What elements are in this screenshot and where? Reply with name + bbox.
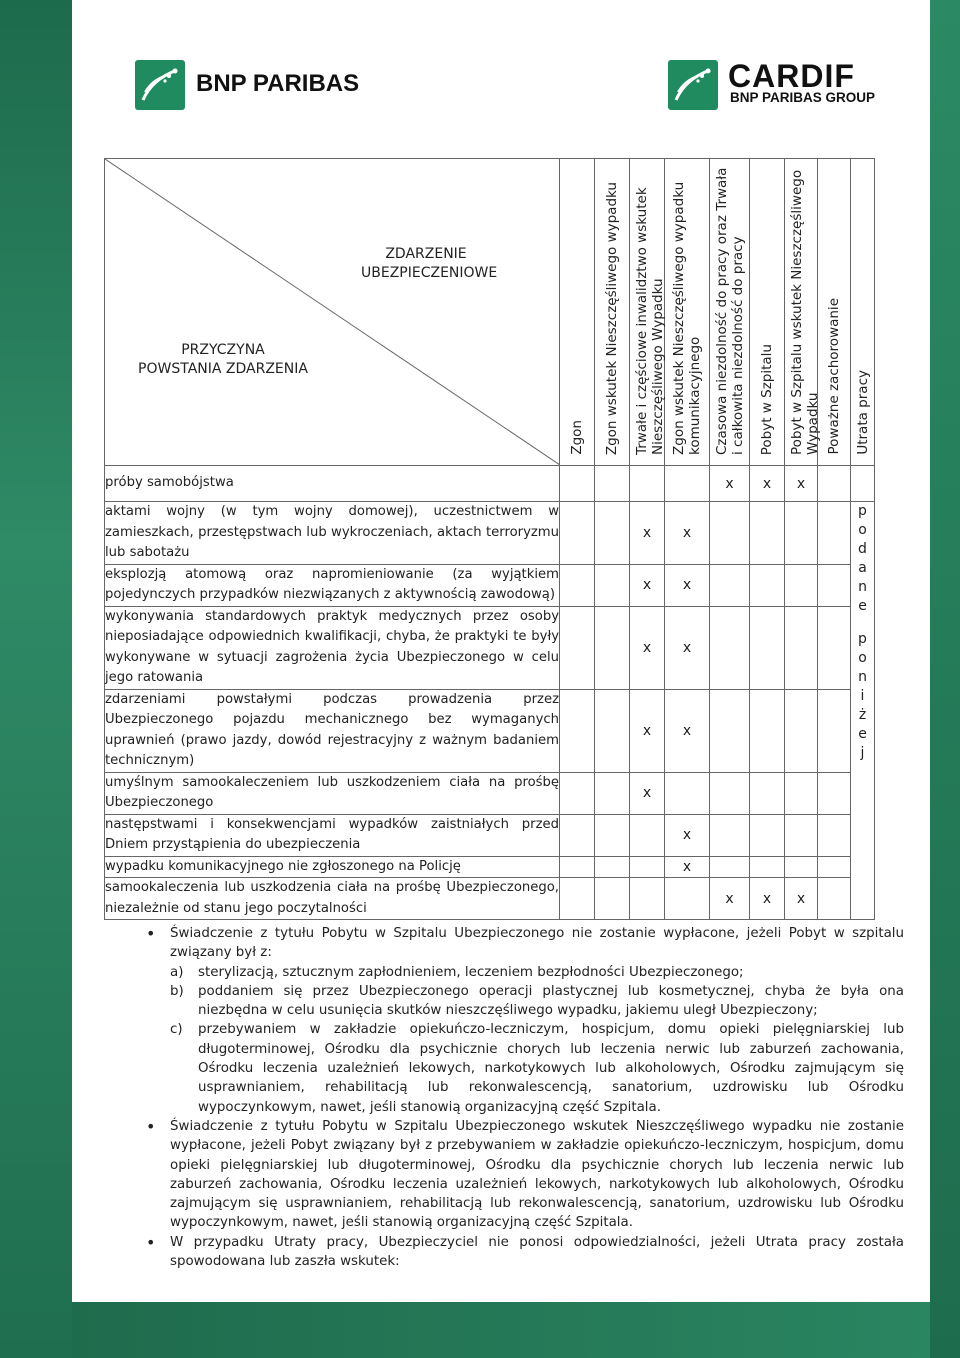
mark-cell	[560, 606, 595, 689]
mark-cell	[630, 466, 665, 502]
mark-cell	[750, 814, 785, 856]
column-header	[750, 159, 785, 466]
mark-cell	[710, 856, 750, 878]
mark-cell	[750, 856, 785, 878]
table-row	[105, 878, 875, 920]
mark-cell	[710, 689, 750, 772]
header-cause-label: PRZYCZYNA POWSTANIA ZDARZENIA	[138, 342, 308, 377]
header-insured-event-label: ZDARZENIE UBEZPIECZENIOWE	[361, 246, 498, 281]
mark-cell: x	[750, 878, 785, 920]
hospital-exclusions-list	[170, 963, 904, 1117]
see-below-letter: e	[858, 598, 867, 614]
mark-cell	[710, 772, 750, 814]
list-item-text: przebywaniem w zakładzie opiekuńczo-leczniczym, hospicjum, domu opieki pielęgniarskiej lub długoterminowej, Ośrodku dla psychicznie chorych lub leczenia nerwic lub zaburzeń zachowania, Ośrodku leczenia uzależnień lekowych, narkotykowych lub alkoholowych, Ośrodku zajmującym się usprawnianiem, rehabilitacją lub rekonwalescencją, sanatorium, uzdrowisku lub Ośrodku wypoczynkowym, nawet, jeśli stanowią organizacyjną część Szpitala.	[198, 1022, 904, 1115]
list-item-label: c)	[170, 1022, 183, 1038]
table-row	[105, 606, 875, 689]
column-header	[595, 159, 630, 466]
column-header-label: Czasowa niezdolność do pracy oraz Trwała i całkowita niezdolność do pracy	[714, 167, 746, 455]
exclusions-table	[104, 158, 875, 920]
list-item	[170, 963, 904, 982]
see-below-letter: n	[858, 669, 867, 685]
mark-cell	[595, 564, 630, 606]
mark-cell: x	[665, 689, 710, 772]
see-below-letter: a	[858, 560, 867, 576]
see-below-letter: e	[858, 726, 867, 742]
mark-cell	[785, 772, 818, 814]
mark-cell	[818, 878, 851, 920]
list-item	[170, 1020, 904, 1116]
mark-cell: x	[630, 606, 665, 689]
mark-cell: x	[785, 878, 818, 920]
mark-cell: x	[665, 502, 710, 565]
table-row	[105, 689, 875, 772]
mark-cell	[750, 606, 785, 689]
column-header	[818, 159, 851, 466]
cardif-wordmark: CARDIF	[728, 58, 855, 94]
mark-cell	[710, 606, 750, 689]
list-item-text: poddaniem się przez Ubezpieczonego operacji plastycznej lub kosmetycznej, chyba że była ona niezbędna w celu usunięcia skutków nieszczęśliwego wypadku, jakiemu uległ Ubezpieczony;	[198, 983, 904, 1019]
mark-cell: x	[710, 878, 750, 920]
mark-cell	[818, 502, 851, 565]
see-below-letter: p	[858, 631, 867, 647]
see-below-letter: p	[858, 503, 867, 519]
list-item	[170, 982, 904, 1021]
mark-cell: x	[750, 466, 785, 502]
mark-cell	[665, 772, 710, 814]
mark-cell	[630, 814, 665, 856]
mark-cell	[785, 502, 818, 565]
mark-cell	[560, 772, 595, 814]
mark-cell	[818, 772, 851, 814]
cardif-group-subtitle: BNP PARIBAS GROUP	[730, 90, 876, 105]
mark-cell	[818, 689, 851, 772]
mark-cell	[851, 466, 875, 502]
see-below-gap	[851, 616, 874, 630]
mark-cell	[595, 502, 630, 565]
mark-cell	[750, 502, 785, 565]
exclusion-notes	[146, 924, 904, 1271]
mark-cell: x	[665, 564, 710, 606]
cause-cell: wykonywania standardowych praktyk medycznych przez osoby nieposiadające odpowiednich kwalifikacji, chyba, że praktyki te były wykonywane w sytuacji zagrożenia życia Ubezpieczonego w celu jego ratowania	[105, 606, 560, 689]
mark-cell: x	[710, 466, 750, 502]
mark-cell	[560, 814, 595, 856]
note-hospital-stay	[146, 924, 904, 1117]
cause-cell: eksplozją atomową oraz napromieniowanie (za wyjątkiem pojedynczych przypadków niezwiązanych z aktywnością zawodową)	[105, 564, 560, 606]
cardif-logo-icon	[668, 60, 718, 110]
mark-cell	[818, 606, 851, 689]
mark-cell: x	[630, 564, 665, 606]
table-row	[105, 466, 875, 502]
mark-cell	[560, 466, 595, 502]
mark-cell	[595, 689, 630, 772]
see-below-letter: n	[858, 579, 867, 595]
column-header	[851, 159, 875, 466]
see-below-letter: j	[860, 745, 865, 761]
table-row	[105, 564, 875, 606]
mark-cell	[710, 814, 750, 856]
mark-cell	[818, 466, 851, 502]
mark-cell	[560, 689, 595, 772]
mark-cell	[785, 856, 818, 878]
note-hospital-accident: • Świadczenie z tytułu Pobytu w Szpitalu Ubezpieczonego wskutek Nieszczęśliwego wypadku nie zostanie wypłacone, jeżeli Pobyt związany był z przebywaniem w zakładzie opiekuńczo-leczniczym, hospicjum, domu opieki pielęgniarskiej lub długoterminowej, Ośrodku dla psychicznie chorych lub leczenia nerwic lub zaburzeń zachowania, Ośrodku leczenia uzależnień lekowych, narkotykowych lub alkoholowych, Ośrodku zajmującym się usprawnianiem, rehabilitacją lub rekonwalescencją, sanatorium, uzdrowisku lub Ośrodku wypoczynkowym, nawet, jeśli stanowią organizacyjną część Szpitala.	[146, 1117, 904, 1233]
mark-cell	[710, 564, 750, 606]
bnp-paribas-wordmark: BNP PARIBAS	[196, 70, 360, 97]
column-header-label: Zgon wskutek Nieszczęśliwego wypadku komunikacyjnego	[671, 181, 703, 455]
column-header	[560, 159, 595, 466]
mark-cell: x	[665, 814, 710, 856]
list-item-text: sterylizacją, sztucznym zapłodnieniem, leczeniem bezpłodności Ubezpieczonego;	[198, 964, 744, 980]
mark-cell	[750, 564, 785, 606]
see-below-letter: ż	[858, 707, 867, 723]
column-header	[785, 159, 821, 466]
mark-cell	[630, 856, 665, 878]
list-item-label: b)	[170, 983, 184, 999]
list-item-label: a)	[170, 964, 184, 980]
mark-cell	[595, 466, 630, 502]
mark-cell	[818, 564, 851, 606]
mark-cell	[560, 502, 595, 565]
mark-cell	[595, 856, 630, 878]
mark-cell: x	[665, 606, 710, 689]
mark-cell: x	[665, 856, 710, 878]
note-hospital-stay-intro: Świadczenie z tytułu Pobytu w Szpitalu Ubezpieczonego nie zostanie wypłacone, jeżeli Pobyt w szpitalu związany był z:	[170, 926, 904, 961]
mark-cell	[595, 606, 630, 689]
column-header	[630, 159, 665, 466]
cause-cell: zdarzeniami powstałymi podczas prowadzenia przez Ubezpieczonego pojazdu mechanicznego bez wymaganych uprawnień (prawo jazdy, dowód rejestracyjny z ważnym badaniem technicznym)	[105, 689, 560, 772]
mark-cell	[785, 564, 818, 606]
mark-cell	[818, 814, 851, 856]
table-row	[105, 856, 875, 878]
mark-cell	[665, 878, 710, 920]
see-below-letter: i	[860, 688, 865, 704]
mark-cell: x	[785, 466, 818, 502]
mark-cell	[595, 814, 630, 856]
mark-cell: x	[630, 502, 665, 565]
background-green-right	[930, 0, 960, 1358]
mark-cell	[785, 606, 818, 689]
table-header-row	[105, 159, 875, 466]
column-header-label: Pobyt w Szpitalu wskutek Nieszczęśliwego Wypadku	[789, 169, 821, 455]
mark-cell	[785, 689, 818, 772]
cause-cell: próby samobójstwa	[105, 466, 560, 502]
table-corner-cell	[105, 159, 560, 466]
mark-cell	[560, 878, 595, 920]
mark-cell	[595, 772, 630, 814]
cause-cell: samookaleczenia lub uszkodzenia ciała na prośbę Ubezpieczonego, niezależnie od stanu jego poczytalności	[105, 878, 560, 920]
mark-cell	[665, 466, 710, 502]
column-header-label: Pobyt w Szpitalu	[759, 343, 775, 455]
mark-cell	[710, 502, 750, 565]
column-header-label: Zgon wskutek Nieszczęśliwego wypadku	[604, 181, 620, 455]
note-job-loss: • W przypadku Utraty pracy, Ubezpieczyciel nie ponosi odpowiedzialności, jeżeli Utrata pracy została spowodowana lub zaszła wskutek:	[146, 1233, 904, 1272]
see-below-note-cell	[851, 502, 875, 920]
mark-cell: x	[630, 689, 665, 772]
table-row	[105, 814, 875, 856]
background-green-bottom	[72, 1302, 930, 1358]
mark-cell	[560, 856, 595, 878]
table-row	[105, 772, 875, 814]
mark-cell	[750, 689, 785, 772]
mark-cell	[785, 814, 818, 856]
see-below-letter: d	[858, 541, 867, 557]
mark-cell	[750, 772, 785, 814]
cause-cell: wypadku komunikacyjnego nie zgłoszonego na Policję	[105, 856, 560, 878]
column-header-label: Trwałe i częściowe inwalidztwo wskutek Nieszczęśliwego Wypadku	[634, 187, 666, 455]
table-row	[105, 502, 875, 565]
cause-cell: aktami wojny (w tym wojny domowej), uczestnictwem w zamieszkach, przestępstwach lub wykroczeniach, aktach terroryzmu lub sabotażu	[105, 502, 560, 565]
column-header	[710, 159, 750, 466]
column-header-label: Utrata pracy	[855, 370, 871, 455]
mark-cell	[818, 856, 851, 878]
corner-diagonal-line	[105, 159, 560, 465]
mark-cell	[560, 564, 595, 606]
cause-cell: następstwami i konsekwencjami wypadków zaistniałych przed Dniem przystąpienia do ubezpieczenia	[105, 814, 560, 856]
column-header-label: Zgon	[569, 420, 585, 455]
mark-cell	[630, 878, 665, 920]
see-below-letter: o	[858, 650, 867, 666]
cause-cell: umyślnym samookaleczeniem lub uszkodzeniem ciała na prośbę Ubezpieczonego	[105, 772, 560, 814]
background-green-left	[0, 0, 72, 1358]
column-header	[665, 159, 710, 466]
mark-cell	[595, 878, 630, 920]
mark-cell: x	[630, 772, 665, 814]
see-below-letter: o	[858, 522, 867, 538]
bnp-paribas-logo-icon	[135, 60, 185, 110]
column-header-label: Poważne zachorowanie	[826, 298, 842, 455]
